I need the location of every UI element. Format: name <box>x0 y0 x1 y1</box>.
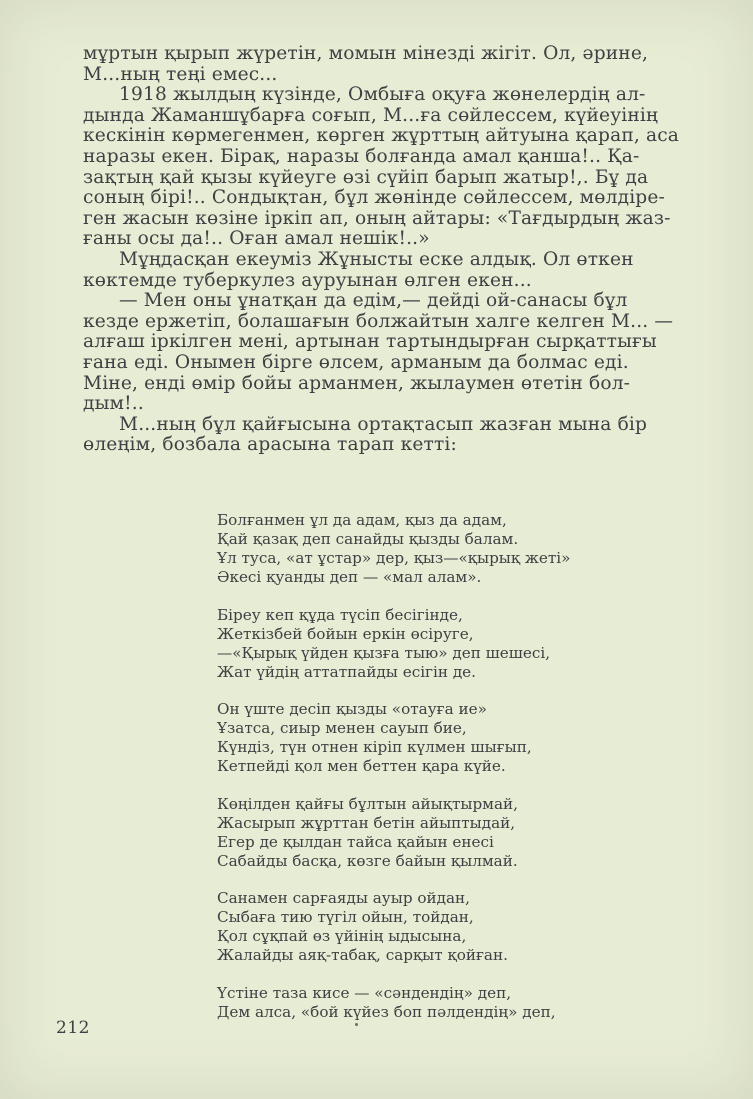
text-line: ғана еді. Онымен бірге өлсем, арманым да болмас еді. <box>83 351 629 373</box>
text-line: өлеңім, бозбала арасына тарап кетті: <box>83 434 457 456</box>
poem-line: Сыбаға тию түгіл ойын, тойдан, <box>217 908 474 927</box>
poem-line: Сабайды басқа, көзге байын қылмай. <box>217 851 518 870</box>
poem-stanza <box>217 606 637 682</box>
text-line: дым!.. <box>83 393 144 415</box>
paragraph <box>83 250 695 291</box>
poem-line: Жасырып жұрттан бетін айыптыдай, <box>217 813 516 832</box>
text-line: ғаны осы да!.. Оған амал нешік!..» <box>83 228 430 250</box>
poem-stanza <box>217 700 637 776</box>
paragraph <box>83 44 695 85</box>
poem-line: —«Қырық үйден қызға тыю» деп шешесі, <box>217 643 551 662</box>
text-line: кескінін көрмегенмен, көрген жұрттың айтуына қарап, аса <box>83 125 680 147</box>
text-line: соның бірі!.. Сондықтан, бұл жөнінде сөйлессем, мөлдіре- <box>83 187 665 209</box>
text-line: зақтың қай қызы күйеуге өзі сүйіп барып жатыр!,. Бұ да <box>83 166 649 188</box>
poem-line: Болғанмен ұл да адам, қыз да адам, <box>217 511 507 529</box>
poem-line: Жалайды аяқ-табақ, сарқыт қойған. <box>217 946 508 965</box>
prose-block <box>83 44 695 456</box>
paragraph <box>83 415 695 456</box>
text-line: дында Жаманшұбарға соғып, М...ға сөйлессем, күйеуінің <box>83 104 659 126</box>
poem-line: Кетпейді қол мен беттен қара күйе. <box>217 757 506 776</box>
paragraph <box>83 85 695 250</box>
poem-stanza <box>217 889 637 965</box>
paragraph <box>83 291 695 415</box>
poem-line: Үстіне таза кисе — «сәндендің» деп, <box>217 983 512 1002</box>
poem <box>217 511 637 1041</box>
text-line: Мұңдасқан екеуміз Жұнысты еске алдық. Ол өткен <box>119 248 634 270</box>
page-number: 212 <box>56 1018 90 1038</box>
poem-line: Ұл туса, «ат ұстар» дер, қыз—«қырық жеті» <box>217 549 571 567</box>
poem-line: Қай қазақ деп санайды қызды балам. <box>217 530 519 548</box>
poem-stanza <box>217 795 637 871</box>
poem-stanza <box>217 984 637 1022</box>
text-line: мұртын қырып жүретін, момын мінезді жігіт. Ол, әрине, <box>83 43 649 64</box>
poem-line: Дем алса, «бой күйез боп пәлдендің» деп, <box>217 1002 556 1021</box>
text-line: ген жасын көзіне іркіп ап, оның айтары: «Тағдырдың жаз- <box>83 207 671 229</box>
poem-line: Санамен сарғаяды ауыр ойдан, <box>217 889 470 908</box>
text-line: кезде ержетіп, болашағын болжайтын халге келген М... — <box>83 310 674 332</box>
poem-line: Біреу кеп құда түсіп бесігінде, <box>217 605 463 624</box>
text-line: Міне, енді өмір бойы арманмен, жылаумен өтетін бол- <box>83 372 631 394</box>
poem-line: Қол сұқпай өз үйінің ыдысына, <box>217 927 467 946</box>
poem-line: Күндіз, түн отнен кіріп күлмен шығып, <box>217 738 532 757</box>
poem-line: Жат үйдің аттатпайды есігін де. <box>217 662 476 681</box>
poem-stanza <box>217 511 637 587</box>
poem-line: Он үште десіп қызды «отауға ие» <box>217 700 487 719</box>
text-line: алғаш іркілген мені, артынан тартындырған сырқаттығы <box>83 331 657 353</box>
text-line: наразы екен. Бірақ, наразы болғанда амал қанша!.. Қа- <box>83 145 640 167</box>
poem-line: Жеткізбей бойын еркін өсіруге, <box>217 624 474 643</box>
text-line: М...ның бұл қайғысына ортақтасып жазған мына бір <box>119 413 648 435</box>
poem-line: Әкесі қуанды деп — «мал алам». <box>217 568 482 586</box>
text-line: — Мен оны ұнатқан да едім,— дейді ой-санасы бұл <box>119 290 628 312</box>
poem-line: Ұзатса, сиыр менен сауып бие, <box>217 719 467 738</box>
text-line: 1918 жылдың күзінде, Омбыға оқуға жөнелердің ал- <box>119 84 646 106</box>
poem-line: Көңілден қайғы бұлтын айықтырмай, <box>217 794 518 813</box>
text-line: көктемде туберкулез ауруынан өлген екен... <box>83 269 532 291</box>
poem-line: Егер де қылдан тайса қайын енесі <box>217 832 494 851</box>
text-line: М...ның теңі емес... <box>83 63 278 85</box>
print-speck <box>355 1023 358 1026</box>
